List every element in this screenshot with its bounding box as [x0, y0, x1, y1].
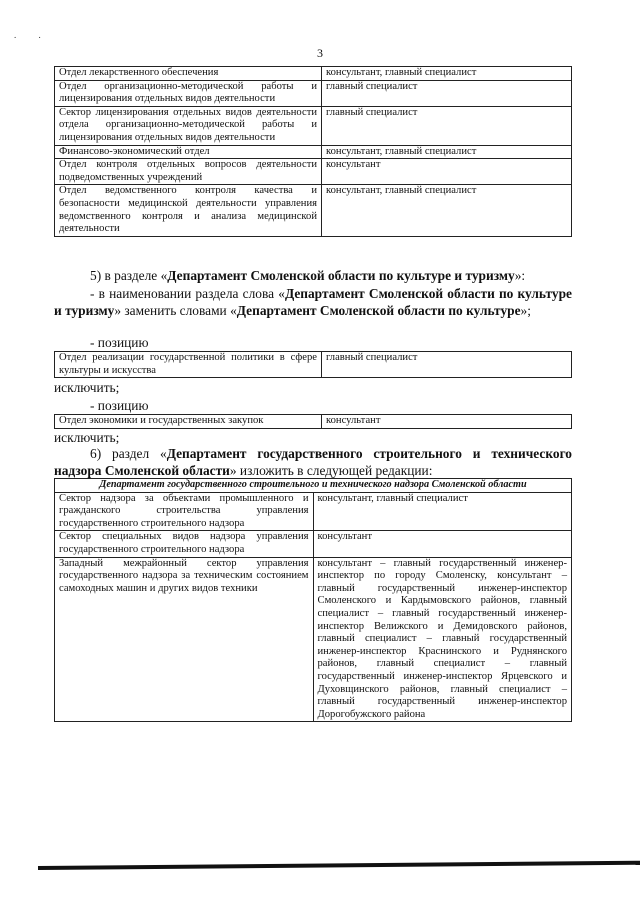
dept-cell: Отдел контроля отдельных вопросов деятельности подведомственных учреждений [55, 159, 322, 185]
table-row [55, 106, 572, 145]
paragraph-6: 6) раздел «Департамент государственного строительного и технического надзора Смоленской области» изложить в следующей редакции: [54, 446, 573, 478]
positions-cell: консультант, главный специалист [322, 67, 572, 81]
table-row [55, 415, 572, 429]
positions-cell: консультант, главный специалист [313, 492, 572, 531]
table-row [55, 492, 572, 531]
positions-table-economy [54, 414, 572, 429]
bottom-rule [38, 861, 640, 870]
table-row [55, 531, 572, 557]
dept-cell: Отдел экономики и государственных закупок [55, 415, 322, 429]
table-row [55, 67, 572, 81]
positions-cell: главный специалист [322, 80, 572, 106]
positions-table-health [54, 66, 572, 237]
paragraph-5-rename: - в наименовании раздела слова «Департамент Смоленской области по культуре и туризму» заменить словами «Департамент Смоленской области по культуре»; [54, 286, 572, 318]
page-number: 3 [317, 46, 323, 60]
section-header: Департамент государственного строительного и технического надзора Смоленской области [55, 479, 572, 493]
dept-cell: Отдел ведомственного контроля качества и безопасности медицинской деятельности управления ведомственного контроля и анализа медицинской деятельности [55, 185, 322, 236]
dept-cell: Отдел лекарственного обеспечения [55, 67, 322, 81]
position-label: - позицию [90, 335, 149, 350]
positions-cell: консультант [322, 159, 572, 185]
dept-cell: Отдел организационно-методической работы и лицензирования отдельных видов деятельности [55, 80, 322, 106]
dept-cell: Финансово-экономический отдел [55, 145, 322, 159]
dept-cell: Сектор специальных видов надзора управления государственного строительного надзора [55, 531, 314, 557]
dept-cell: Сектор надзора за объектами промышленного и гражданского строительства управления государственного строительного надзора [55, 492, 314, 531]
positions-cell: консультант, главный специалист [322, 145, 572, 159]
dept-cell: Западный межрайонный сектор управления государственного надзора за техническим состоянием самоходных машин и других видов техники [55, 557, 314, 722]
paragraph-5: 5) в разделе «Департамент Смоленской области по культуре и туризму»: [90, 268, 526, 283]
scan-specks: . . [14, 30, 51, 40]
dept-cell: Сектор лицензирования отдельных видов деятельности отдела организационно-методической работы и лицензирования отдельных видов деятельности [55, 106, 322, 145]
positions-cell: главный специалист [322, 352, 572, 378]
exclude-text: исключить; [54, 430, 120, 445]
positions-table-culture [54, 351, 572, 378]
table-row [55, 145, 572, 159]
positions-table-construction [54, 478, 572, 722]
table-row [55, 159, 572, 185]
table-row [55, 80, 572, 106]
positions-cell: консультант [322, 415, 572, 429]
exclude-text: исключить; [54, 380, 120, 395]
positions-cell: консультант [313, 531, 572, 557]
positions-cell: главный специалист [322, 106, 572, 145]
position-label: - позицию [90, 398, 149, 413]
positions-cell: консультант, главный специалист [322, 185, 572, 236]
table-header-row [55, 479, 572, 493]
table-row [55, 185, 572, 236]
positions-cell: консультант – главный государственный инженер-инспектор по городу Смоленску, консультант – главный государственный инженер-инспектор Смоленского и Кардымовского районов, главный специалист – главный государственный инженер-инспектор Велижского и Демидовского районов, главный специалист – главный государственный инженер-инспектор Краснинского и Руднянского районов, главный специалист – главный государственный инженер-инспектор Ярцевского и Духовщинского районов, главный специалист – главный государственный инженер-инспектор Дорогобужского района [313, 557, 572, 722]
table-row [55, 557, 572, 722]
dept-cell: Отдел реализации государственной политики в сфере культуры и искусства [55, 352, 322, 378]
table-row [55, 352, 572, 378]
